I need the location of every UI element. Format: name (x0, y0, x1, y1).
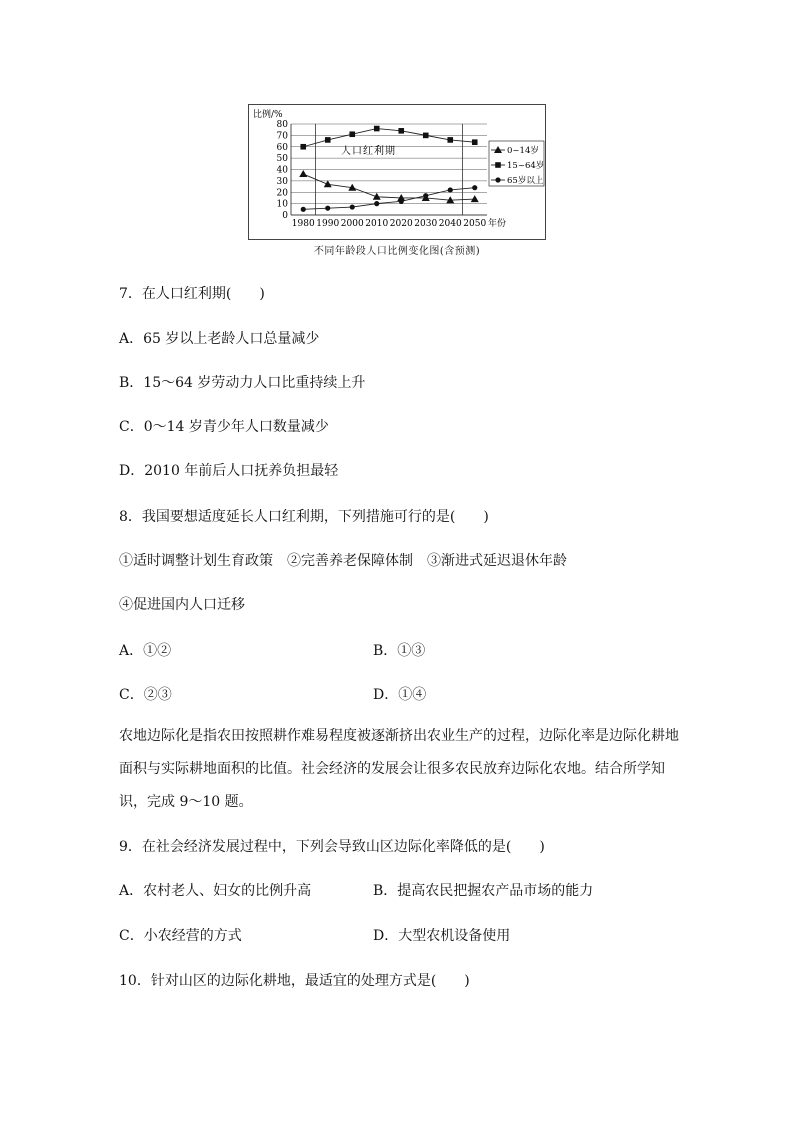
y-tick-label: 20 (276, 188, 288, 199)
legend-label: 15~64岁 (507, 161, 545, 171)
population-ratio-chart (249, 105, 545, 239)
q7-option-d: D．2010 年前后人口抚养负担最轻 (119, 463, 339, 479)
legend-label: 65岁以上 (507, 176, 544, 186)
data-point (324, 180, 332, 187)
passage-text: 农地边际化是指农田按照耕作难易程度被逐渐挤出农业生产的过程，边际化率是边际化耕地面积与实际耕地面积的比值。社会经济的发展会让很多农民放弃边际化农地。结合所学知识，完成 9～10 题。 (119, 728, 679, 810)
q10-stem: 10．针对山区的边际化耕地，最适宜的处理方式是( ) (119, 973, 470, 989)
data-point (325, 137, 331, 143)
q8-option-c: C．②③ (119, 687, 172, 703)
data-point (447, 137, 453, 143)
legend-marker (495, 177, 500, 182)
x-tick-label: 2010 (365, 219, 389, 229)
q8-stem: 8．我国要想适度延长人口红利期，下列措施可行的是( ) (119, 509, 489, 525)
x-tick-label: 2050 (463, 219, 487, 229)
data-point (472, 185, 477, 190)
y-tick-label: 30 (276, 176, 288, 187)
data-point (472, 139, 478, 145)
y-tick-label: 10 (276, 199, 288, 210)
data-point (373, 193, 381, 200)
q8-measures-line2: ④促进国内人口迁移 (119, 597, 245, 613)
q8-option-a: A．①② (119, 643, 172, 659)
q9-option-c: C．小农经营的方式 (119, 928, 242, 944)
q9-option-b: B．提高农民把握农产品市场的能力 (373, 883, 594, 899)
y-tick-label: 80 (276, 120, 288, 130)
x-tick-label: 2030 (414, 219, 438, 229)
data-point (300, 144, 306, 150)
data-point (299, 170, 307, 177)
q9-stem: 9．在社会经济发展过程中，下列会导致山区边际化率降低的是( ) (119, 839, 545, 855)
q7-option-a: A．65 岁以上老龄人口总量减少 (119, 331, 320, 347)
data-point (398, 128, 404, 134)
data-point (350, 204, 355, 209)
q7-option-b: B．15～64 岁劳动力人口比重持续上升 (119, 375, 366, 391)
x-tick-label: 2020 (389, 219, 413, 229)
data-point (374, 201, 379, 206)
data-point (301, 207, 306, 212)
y-axis-label: 比例/% (253, 110, 283, 120)
x-tick-label: 1990 (316, 219, 340, 229)
data-point (325, 206, 330, 211)
y-tick-label: 50 (276, 154, 288, 165)
chart-caption: 不同年龄段人口比例变化图(含预测) (313, 246, 481, 257)
x-tick-label: 2000 (340, 219, 364, 229)
demographic-dividend-label: 人口红利期 (341, 146, 396, 157)
data-point (374, 126, 380, 132)
data-point (423, 193, 428, 198)
data-point (471, 195, 479, 202)
data-point (448, 187, 453, 192)
q8-measures-line1: ①适时调整计划生育政策 ②完善养老保障体制 ③渐进式延迟退休年龄 (119, 553, 567, 569)
y-tick-label: 70 (276, 131, 288, 142)
x-axis-label: 年份 (488, 219, 507, 229)
y-tick-label: 40 (276, 165, 288, 176)
y-tick-label: 60 (276, 142, 288, 153)
data-point (423, 133, 429, 139)
q8-option-b: B．①③ (373, 643, 426, 659)
q7-option-c: C．0～14 岁青少年人口数量减少 (119, 419, 329, 435)
q8-option-d: D．①④ (373, 687, 427, 703)
y-tick-label: 0 (282, 211, 288, 221)
x-tick-label: 2040 (438, 219, 462, 229)
population-chart-figure (248, 104, 546, 240)
q9-option-a: A．农村老人、妇女的比例升高 (119, 883, 312, 899)
legend-marker (494, 146, 502, 153)
data-point (349, 131, 355, 137)
data-point (399, 199, 404, 204)
x-tick-label: 1980 (291, 219, 315, 229)
q7-stem: 7．在人口红利期( ) (119, 286, 265, 302)
legend-marker (495, 162, 501, 168)
legend-label: 0~14岁 (507, 146, 539, 156)
q9-option-d: D．大型农机设备使用 (373, 928, 511, 944)
